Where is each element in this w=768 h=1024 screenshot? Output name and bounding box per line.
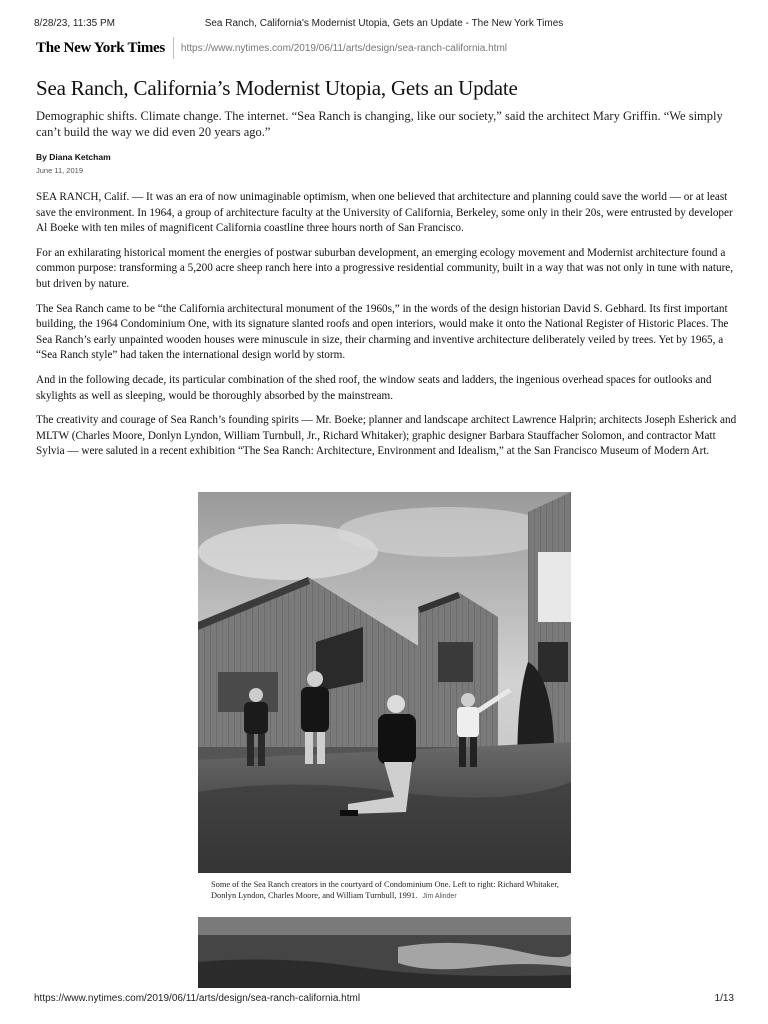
photo-credit: Jim Alinder: [422, 893, 457, 900]
photo-caption: [211, 879, 571, 902]
article-paragraph: SEA RANCH, Calif. — It was an era of now unimaginable optimism, when one believed that architecture and planning could save the world — or at least save the environment. In 1964, a group of architecture faculty at the University of California, Berkeley, some only in their 20s, were entrusted by developer Al Boeke with ten miles of magnificent California coastline three hours north of San Francisco.: [36, 191, 733, 235]
article-paragraph: The creativity and courage of Sea Ranch’s founding spirits — Mr. Boeke; planner and landscape architect Lawrence Halprin; architects Joseph Esherick and MLTW (Charles Moore, Donlyn Lyndon, William Turnbull, Jr., Richard Whitaker); graphic designer Barbara Stauffacher Solomon, and contractor Matt Sylvia — were saluted in a recent exhibition “The Sea Ranch: Architecture, Environment and Idealism,” at the San Francisco Museum of Modern Art.: [36, 414, 737, 458]
article-headline: Sea Ranch, California’s Modernist Utopia, Gets an Update: [36, 76, 518, 100]
print-datetime: 8/28/23, 11:35 PM: [34, 18, 115, 29]
article-photo: [198, 492, 571, 873]
article-photo-2: [198, 917, 571, 988]
article-url-link[interactable]: https://www.nytimes.com/2019/06/11/arts/design/sea-ranch-california.html: [180, 42, 507, 54]
article-paragraph: For an exhilarating historical moment the energies of postwar suburban development, an emerging ecology movement and Modernist architecture found a common purpose: transforming a 5,200 acre sheep ranch here into a progressive residential community, built in a way that was not only in tune with nature, but driven by nature.: [36, 246, 734, 290]
masthead-divider: [173, 37, 174, 59]
coastline-photo-illustration: [198, 917, 571, 988]
masthead: [36, 38, 507, 58]
article-date: June 11, 2019: [36, 166, 83, 175]
footer-url: https://www.nytimes.com/2019/06/11/arts/design/sea-ranch-california.html: [34, 993, 361, 1004]
print-page-title: Sea Ranch, California's Modernist Utopia, Gets an Update - The New York Times: [204, 18, 564, 29]
courtyard-photo-illustration: [198, 492, 571, 873]
photo-caption-text: Some of the Sea Ranch creators in the courtyard of Condominium One. Left to right: Richard Whitaker, Donlyn Lyndon, Charles Moore, and William Turnbull, 1991.: [211, 880, 559, 900]
article-paragraph: The Sea Ranch came to be “the California architectural monument of the 1960s,” in the words of the design historian David S. Gebhard. Its first important building, the 1964 Condominium One, with its signature slanted roofs and open interiors, would make it onto the National Register of Historic Places. The Sea Ranch’s early unpainted wooden houses were minuscule in size, their charming and inventive architecture deliberately veiled by trees. Yet by 1965, a “Sea Ranch style” had taken the international design world by storm.: [36, 302, 729, 362]
nyt-logo[interactable]: The New York Times: [36, 39, 165, 56]
article-paragraph: And in the following decade, its particular combination of the shed roof, the window seats and ladders, the ingenious overhead spaces for outlooks and skylights as well as sleeping, would be thoroughly absorbed by the mainstream.: [36, 373, 712, 402]
article-body: [36, 190, 742, 469]
article-summary: Demographic shifts. Climate change. The internet. “Sea Ranch is changing, like our society,” said the architect Mary Griffin. “We simply can’t build the way we did even 20 years ago.”: [36, 109, 723, 139]
article-byline[interactable]: By Diana Ketcham: [36, 152, 111, 162]
page-number: 1/13: [714, 993, 734, 1004]
